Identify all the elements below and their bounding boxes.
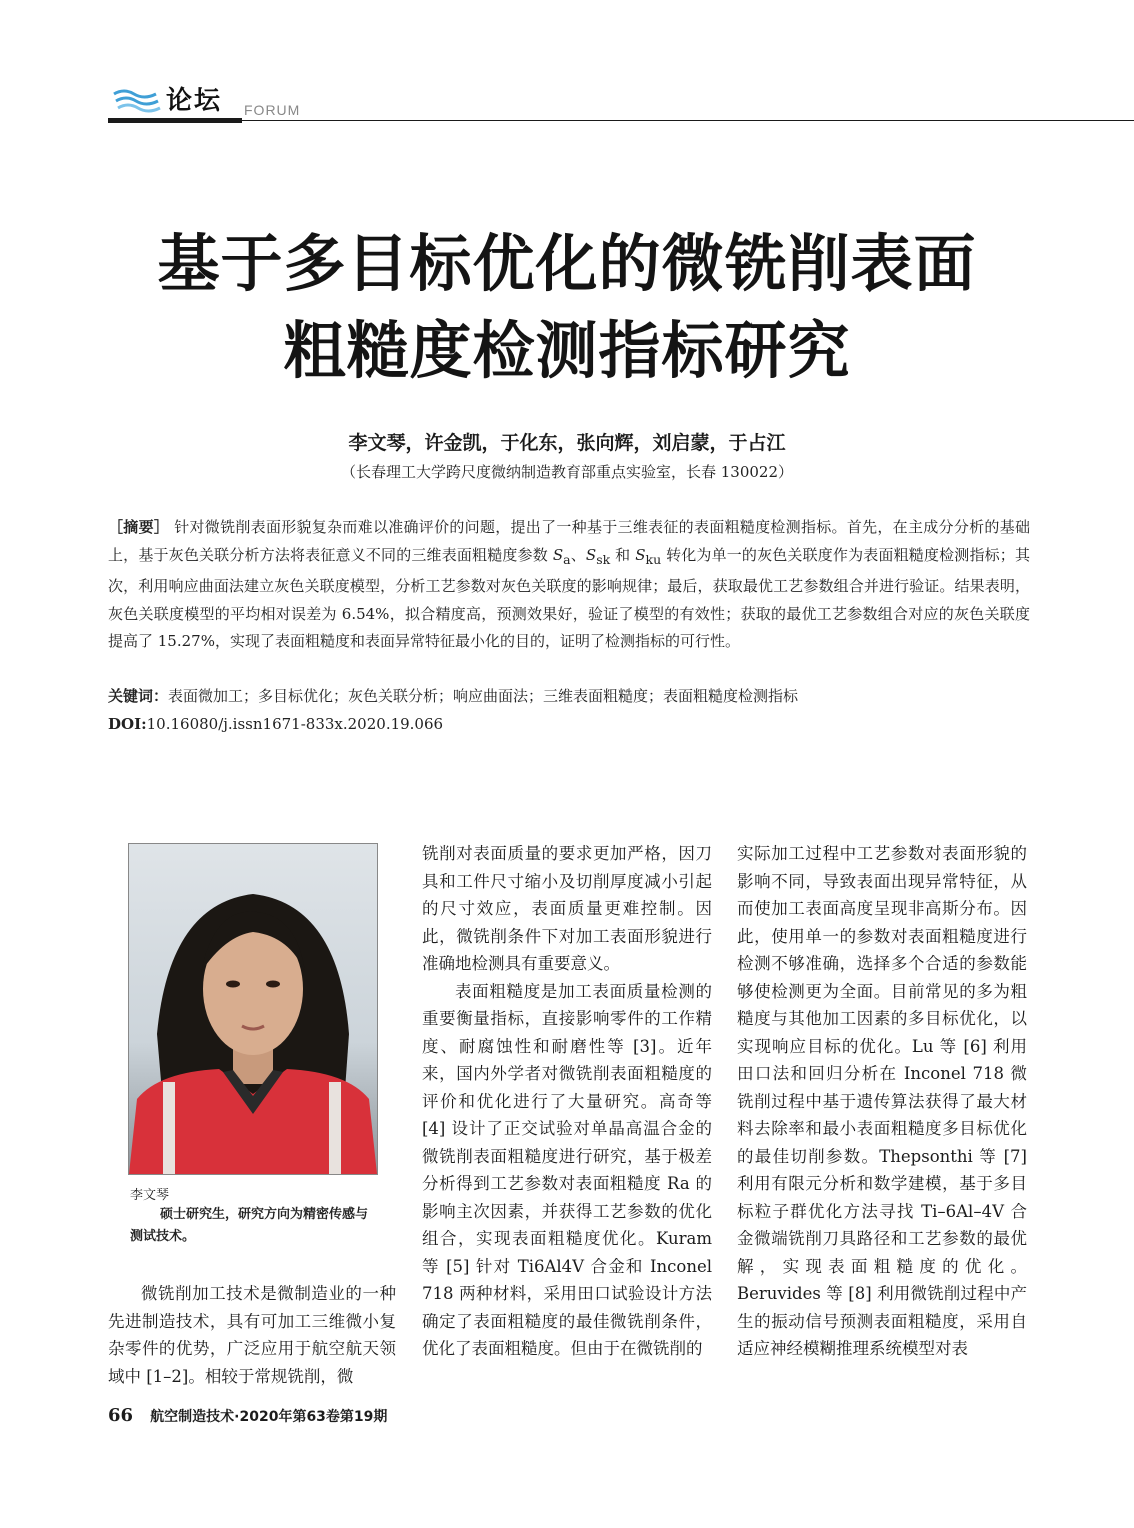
separator: 、 bbox=[570, 545, 586, 564]
article-title-line-2: 粗糙度检测指标研究 bbox=[283, 314, 851, 387]
abstract-label: ［摘要］ bbox=[108, 518, 170, 536]
symbol-s: S bbox=[552, 545, 564, 564]
paragraph: 微铣削加工技术是微制造业的一种先进制造技术，具有可加工三维微小复杂零件的优势，广泛应用于航空航天领域中 [1–2]。相较于常规铣削，微 bbox=[108, 1284, 396, 1386]
portrait-image bbox=[129, 844, 377, 1174]
subscript-sk: sk bbox=[596, 551, 611, 567]
header-rule-thin bbox=[242, 120, 1134, 121]
abstract-text-1: 针对微铣削表面形貌复杂而难以准确评价的问题，提出了一种基于三维表征的表面粗糙度检测指标。首先，在主成分分析的基础上，基于灰色关联分析方法将表征意义不同的三维表面粗糙度参数 bbox=[108, 518, 1030, 564]
article-title-line-1: 基于多目标优化的微铣削表面 bbox=[157, 227, 977, 300]
subscript-a: a bbox=[563, 551, 571, 567]
paragraph: 实际加工过程中工艺参数对表面形貌的影响不同，导致表面出现异常特征，从而使加工表面高度呈现非高斯分布。因此，使用单一的参数对表面粗糙度进行检测不够准确，选择多个合适的参数能够使检测更为全面。目前常见的多为粗糙度与其他加工因素的多目标优化，以实现响应目标的优化。Lu 等 [6] 利用田口法和回归分析在 Inconel 718 微铣削过程中基于遗传算法获得了最大材料去除率和最小表面粗糙度多目标优化的最佳切削参数。Thepsonthi 等 [7] 利用有限元分析和数学建模，基于多目标粒子群优化方法寻找 Ti–6Al–4V 合金微端铣削刀具路径和工艺参数的最优解，实现表面粗糙度的优化。Beruvides 等 [8] 利用微铣削过程中产生的振动信号预测表面粗糙度，采用自适应神经模糊推理系统模型对表 bbox=[737, 844, 1027, 1358]
doi-label: DOI: bbox=[108, 715, 147, 733]
abstract bbox=[108, 514, 1030, 656]
page-number: 66 bbox=[108, 1405, 134, 1426]
journal-citation: 航空制造技术·2020年第63卷第19期 bbox=[150, 1409, 388, 1425]
author-bio-name: 李文琴 bbox=[130, 1188, 170, 1203]
waves-logo-icon bbox=[112, 86, 162, 114]
abstract-text-2: 转化为单一的灰色关联度作为表面粗糙度检测指标；其次，利用响应曲面法建立灰色关联度模型，分析工艺参数对灰色关联度的影响规律；最后，获取最优工艺参数组合并进行验证。结果表明，灰色关联度模型的平均相对误差为 6.54%，拟合精度高，预测效果好，验证了模型的有效性；获取的最优工艺参数组合对应的灰色关联度提高了 15.27%，实现了表面粗糙度和表面异常特征最小化的目的，证明了检测指标的可行性。 bbox=[108, 545, 1030, 650]
subscript-ku: ku bbox=[645, 551, 662, 567]
author-list: 李文琴，许金凯，于化东，张向辉，刘启蒙，于占江 bbox=[348, 432, 786, 454]
body-column-3 bbox=[737, 840, 1027, 1363]
paragraph: 铣削对表面质量的要求更加严格，因刀具和工件尺寸缩小及切削厚度减小引起的尺寸效应，表面质量更难控制。因此，微铣削条件下对加工表面形貌进行准确地检测具有重要意义。 bbox=[422, 844, 712, 973]
header-rule-thick bbox=[108, 118, 242, 123]
page-header bbox=[108, 78, 1134, 124]
doi bbox=[108, 712, 443, 736]
symbol-s: S bbox=[635, 545, 646, 564]
separator: 和 bbox=[610, 545, 636, 564]
body-column-2 bbox=[422, 840, 712, 1363]
page-footer bbox=[108, 1405, 387, 1426]
affiliation: （长春理工大学跨尺度微纳制造教育部重点实验室，长春 130022） bbox=[340, 463, 794, 481]
paragraph: 表面粗糙度是加工表面质量检测的重要衡量指标，直接影响零件的工作精度、耐腐蚀性和耐磨性等 [3]。近年来，国内外学者对微铣削表面粗糙度的评价和优化进行了大量研究。高奇等 [4] 设计了正交试验对单晶高温合金的微铣削表面粗糙度进行研究，基于极差分析得到工艺参数对表面粗糙度 Ra 的影响主次因素，并获得工艺参数的优化组合，实现表面粗糙度优化。Kuram 等 [5] 针对 Ti6Al4V 合金和 Inconel 718 两种材料，采用田口试验设计方法确定了表面粗糙度的最佳微铣削条件，优化了表面粗糙度。但由于在微铣削的 bbox=[422, 981, 712, 1358]
author-bio-description: 硕士研究生，研究方向为精密传感与测试技术。 bbox=[130, 1207, 369, 1244]
body-column-1 bbox=[108, 1280, 396, 1390]
keywords-label: 关键词： bbox=[108, 687, 169, 705]
keywords-text: 表面微加工；多目标优化；灰色关联分析；响应曲面法；三维表面粗糙度；表面粗糙度检测指标 bbox=[168, 687, 799, 705]
symbol-s: S bbox=[585, 545, 597, 564]
section-title: 论坛 bbox=[166, 86, 223, 116]
keywords bbox=[108, 684, 1030, 708]
doi-value: 10.16080/j.issn1671-833x.2020.19.066 bbox=[146, 715, 444, 733]
author-photo bbox=[128, 843, 378, 1175]
section-subtitle: FORUM bbox=[244, 102, 301, 118]
